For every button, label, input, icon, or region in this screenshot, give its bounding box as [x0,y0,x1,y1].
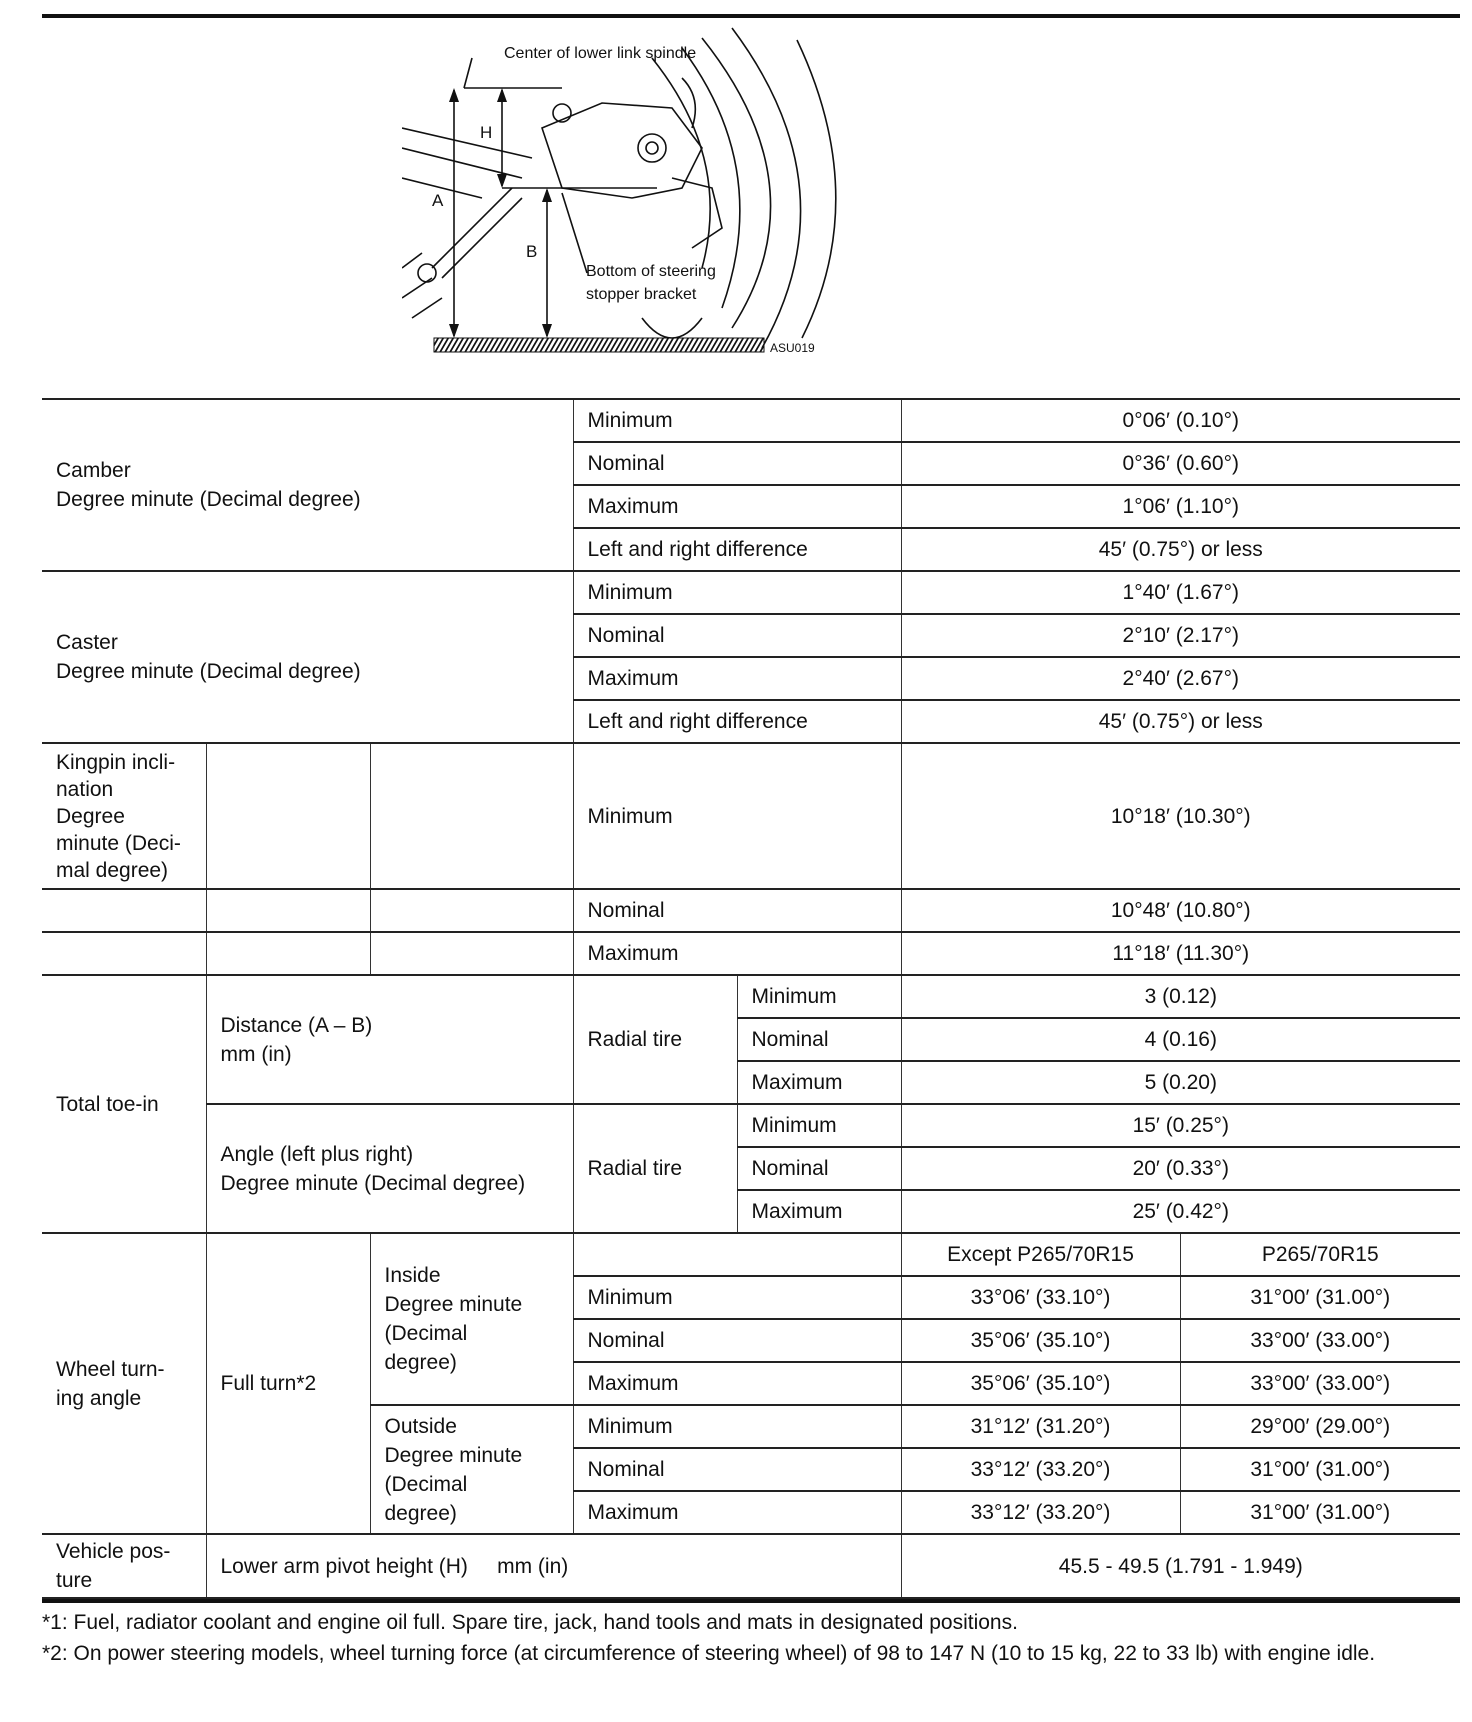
outside-label: Outside Degree minute (Decimal degree) [370,1405,573,1534]
table-row [42,743,1460,889]
lower-arm-pivot-value: 45.5 - 49.5 (1.791 - 1.949) [901,1534,1460,1598]
inside-p265-value: 31°00′ (31.00°) [1180,1276,1460,1319]
table-row [42,932,1460,975]
toe-row-name: Nominal [737,1147,901,1190]
empty-cell [206,932,370,975]
label-bracket-1: Bottom of steering [586,263,716,280]
toe-row-name: Maximum [737,1190,901,1233]
table-row [42,571,1460,614]
lower-arm [542,103,702,198]
toe-row-name: Maximum [737,1061,901,1104]
outside-except-value: 33°12′ (33.20°) [901,1491,1180,1534]
empty-cell [42,932,206,975]
kingpin-row-value: 11°18′ (11.30°) [901,932,1460,975]
tire-arc-3 [797,40,836,338]
kingpin-row-name: Maximum [573,932,901,975]
inside-except-value: 35°06′ (35.10°) [901,1362,1180,1405]
inside-except-value: 33°06′ (33.10°) [901,1276,1180,1319]
camber-row-name: Left and right difference [573,528,901,571]
camber-row-value: 0°36′ (0.60°) [901,442,1460,485]
strut-rod [432,188,522,278]
table-row [42,889,1460,932]
kingpin-row-value: 10°48′ (10.80°) [901,889,1460,932]
caster-row-name: Maximum [573,657,901,700]
table-row [42,1104,1460,1147]
arrow-b-bottom [542,324,552,338]
label-b: B [526,242,538,261]
figure-code: ASU019 [770,341,815,355]
inside-except-value: 35°06′ (35.10°) [901,1319,1180,1362]
outside-p265-value: 29°00′ (29.00°) [1180,1405,1460,1448]
arrow-a-bottom [449,324,459,338]
empty-cell [573,1233,901,1276]
table-row [42,399,1460,442]
camber-label: Camber Degree minute (Decimal degree) [42,399,573,571]
empty-cell [42,889,206,932]
label-h: H [480,123,493,142]
empty-cell [206,889,370,932]
inside-row-name: Minimum [573,1276,901,1319]
empty-cell [370,889,573,932]
leader-spindle [464,58,472,88]
outside-except-value: 33°12′ (33.20°) [901,1448,1180,1491]
toe-row-name: Nominal [737,1018,901,1061]
toe-row-value: 25′ (0.42°) [901,1190,1460,1233]
inside-p265-value: 33°00′ (33.00°) [1180,1319,1460,1362]
caster-label: Caster Degree minute (Decimal degree) [42,571,573,743]
hatch-left [402,253,442,318]
arrow-h-bottom [497,174,507,188]
label-spindle: Center of lower link spindle [504,45,697,62]
camber-row-value: 1°06′ (1.10°) [901,485,1460,528]
suspension-figure [42,18,1460,398]
suspension-diagram [402,18,882,396]
outside-p265-value: 31°00′ (31.00°) [1180,1491,1460,1534]
arrow-h-top [497,88,507,102]
footnotes [42,1603,1460,1669]
table-row [42,975,1460,1018]
toe-in-label: Total toe-in [42,975,206,1233]
camber-row-value: 45′ (0.75°) or less [901,528,1460,571]
toe-angle-tire: Radial tire [573,1104,737,1233]
empty-cell [370,932,573,975]
outside-row-name: Minimum [573,1405,901,1448]
outside-except-value: 31°12′ (31.20°) [901,1405,1180,1448]
caster-row-value: 1°40′ (1.67°) [901,571,1460,614]
alignment-spec-table [42,398,1460,1599]
caster-row-name: Left and right difference [573,700,901,743]
camber-row-name: Maximum [573,485,901,528]
lower-arm-pivot-label: Lower arm pivot height (H) mm (in) [206,1534,901,1598]
empty-cell [370,743,573,889]
toe-row-value: 15′ (0.25°) [901,1104,1460,1147]
camber-row-name: Minimum [573,399,901,442]
kingpin-label: Kingpin incli- nation Degree minute (Deci- mal degree) [42,743,206,889]
outside-row-name: Nominal [573,1448,901,1491]
col-header-p265: P265/70R15 [1180,1233,1460,1276]
label-bracket-2: stopper bracket [586,286,697,303]
camber-row-name: Nominal [573,442,901,485]
toe-row-value: 4 (0.16) [901,1018,1460,1061]
empty-cell [206,743,370,889]
toe-distance-tire: Radial tire [573,975,737,1104]
footnote-1: *1: Fuel, radiator coolant and engine oil full. Spare tire, jack, hand tools and mats in designated positions. [42,1611,1018,1634]
inside-p265-value: 33°00′ (33.00°) [1180,1362,1460,1405]
kingpin-row-name: Minimum [573,743,901,889]
inside-label: Inside Degree minute (Decimal degree) [370,1233,573,1405]
arrow-b-top [542,188,552,202]
tire-arc-1 [702,38,771,328]
vehicle-posture-label: Vehicle pos- ture [42,1534,206,1598]
inside-row-name: Nominal [573,1319,901,1362]
tire-arc-2 [732,28,801,348]
toe-row-name: Minimum [737,1104,901,1147]
footnote-2: *2: On power steering models, wheel turning force (at circumference of steering wheel) of 98 to 147 N (10 to 15 kg, 22 to 33 lb) with engine idle. [42,1642,1376,1665]
tire-bottom [642,318,702,338]
inside-row-name: Maximum [573,1362,901,1405]
full-turn-label: Full turn*2 [206,1233,370,1534]
toe-distance-label: Distance (A – B) mm (in) [206,975,573,1104]
brake-line [682,78,695,128]
caster-row-value: 45′ (0.75°) or less [901,700,1460,743]
camber-row-value: 0°06′ (0.10°) [901,399,1460,442]
col-header-except: Except P265/70R15 [901,1233,1180,1276]
caster-row-value: 2°10′ (2.17°) [901,614,1460,657]
kingpin-row-name: Nominal [573,889,901,932]
outside-row-name: Maximum [573,1491,901,1534]
toe-row-value: 3 (0.12) [901,975,1460,1018]
toe-row-value: 20′ (0.33°) [901,1147,1460,1190]
wheel-turning-label: Wheel turn- ing angle [42,1233,206,1534]
caster-row-name: Nominal [573,614,901,657]
table-row [42,1534,1460,1598]
ball-joint-center [646,142,658,154]
caster-row-value: 2°40′ (2.67°) [901,657,1460,700]
kingpin-row-value: 10°18′ (10.30°) [901,743,1460,889]
ground [434,338,764,352]
toe-angle-label: Angle (left plus right) Degree minute (Decimal degree) [206,1104,573,1233]
outside-p265-value: 31°00′ (31.00°) [1180,1448,1460,1491]
toe-row-value: 5 (0.20) [901,1061,1460,1104]
strut-end [418,264,436,282]
label-a: A [432,191,444,210]
ball-joint [638,134,666,162]
leader-bracket [562,193,587,273]
toe-row-name: Minimum [737,975,901,1018]
tire-arc-4 [652,58,710,268]
spec-page [42,14,1462,1669]
caster-row-name: Minimum [573,571,901,614]
arrow-a-top [449,88,459,102]
table-row [42,1233,1460,1276]
